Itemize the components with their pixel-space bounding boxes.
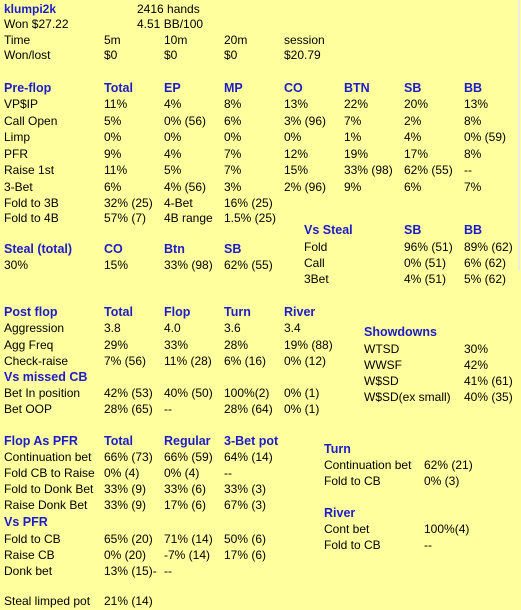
- wonlost-5m: $0: [104, 48, 118, 62]
- vs-missed-cb-row-0-col-1: 42% (53): [104, 386, 153, 400]
- vs-steal-header-1: SB: [404, 223, 422, 237]
- flop-pfr-row-2-col-2: 33% (6): [164, 482, 207, 496]
- preflop-header-0: Pre-flop: [4, 81, 52, 95]
- turn-row-1-value: 0% (3): [424, 474, 460, 488]
- preflop-row-5-col-0: 3-Bet: [4, 180, 33, 194]
- preflop-row-3-col-7: 8%: [464, 146, 482, 161]
- time-10m: 10m: [164, 33, 188, 47]
- preflop-row-0-col-2: 4%: [164, 97, 182, 111]
- flop-pfr-row-0-col-1: 66% (73): [104, 450, 153, 464]
- vs-steal-row-0-col-1: 96% (51): [404, 240, 453, 254]
- flop-pfr-header-3: 3-Bet pot: [224, 434, 279, 448]
- showdowns-row-3-value: 40% (35): [464, 390, 513, 404]
- steal-header-3: SB: [224, 242, 242, 256]
- flop-pfr-row-0-col-0: Continuation bet: [4, 450, 92, 464]
- steal-value-0: 30%: [4, 258, 29, 272]
- wonlost-label: Won/lost: [4, 48, 51, 62]
- won-amount: Won $27.22: [4, 17, 69, 31]
- steal-limped-label: Steal limped pot: [4, 594, 91, 608]
- time-session: session: [284, 33, 325, 47]
- flop-pfr-header-2: Regular: [164, 434, 211, 448]
- vs-pfr-row-0-col-1: 65% (20): [104, 532, 153, 546]
- vs-missed-cb-row-1-col-3: 28% (64): [224, 402, 273, 416]
- preflop-row-0-col-6: 20%: [404, 97, 429, 111]
- river-title: River: [324, 506, 356, 520]
- player-name: klumpi2k: [4, 2, 57, 16]
- preflop-row-3-col-2: 4%: [164, 146, 182, 161]
- preflop-row-3-col-0: PFR: [4, 146, 28, 161]
- flop-pfr-row-3-col-3: 67% (3): [224, 498, 267, 512]
- postflop-row-0-col-2: 4.0: [164, 321, 181, 335]
- vs-pfr-row-2-col-0: Donk bet: [4, 564, 53, 578]
- postflop-row-1-col-2: 33%: [164, 337, 189, 352]
- vs-pfr-row-1-col-0: Raise CB: [4, 548, 55, 562]
- preflop-row-2-col-4: 0%: [284, 130, 302, 145]
- preflop-row-2-col-1: 0%: [104, 130, 122, 145]
- steal-value-1: 15%: [104, 258, 129, 272]
- turn-row-1-label: Fold to CB: [324, 474, 381, 488]
- vs-missed-cb-row-0-col-4: 0% (1): [284, 386, 320, 400]
- right-border: [518, 0, 520, 270]
- postflop-row-1-col-1: 29%: [104, 337, 129, 352]
- postflop-header-0: Post flop: [4, 305, 58, 319]
- postflop-row-1-col-4: 19% (88): [284, 337, 333, 352]
- flop-pfr-header-1: Total: [104, 434, 133, 448]
- preflop-row-5-col-1: 6%: [104, 180, 122, 194]
- vs-missed-cb-row-1-col-2: --: [164, 402, 172, 416]
- preflop-header-2: EP: [164, 81, 181, 95]
- preflop-row-0-col-4: 13%: [284, 97, 309, 111]
- steal-value-3: 62% (55): [224, 258, 273, 272]
- postflop-row-2-col-4: 0% (12): [284, 354, 327, 368]
- vs-pfr-row-0-col-0: Fold to CB: [4, 532, 61, 546]
- preflop-row-1-col-1: 5%: [104, 113, 122, 128]
- preflop-row-1-col-0: Call Open: [4, 113, 58, 128]
- preflop-row-3-col-4: 12%: [284, 146, 309, 161]
- preflop-row-1-col-3: 6%: [224, 113, 242, 128]
- preflop-row-4-col-7: --: [464, 163, 472, 178]
- preflop-row-5-col-3: 3%: [224, 180, 242, 194]
- flop-pfr-row-3-col-1: 33% (9): [104, 498, 147, 512]
- preflop-row-1-col-2: 0% (56): [164, 113, 207, 128]
- preflop-row-4-col-3: 7%: [224, 163, 242, 178]
- four-bet-label: 4-Bet: [164, 196, 193, 210]
- vs-missed-cb-row-1-col-4: 0% (1): [284, 402, 320, 416]
- flop-pfr-header-0: Flop As PFR: [4, 434, 78, 448]
- vs-pfr-row-2-col-2: --: [164, 564, 172, 578]
- showdowns-row-2-value: 41% (61): [464, 374, 513, 388]
- preflop-row-4-col-4: 15%: [284, 163, 309, 178]
- vs-steal-row-1-col-0: Call: [304, 256, 325, 270]
- postflop-row-0-col-3: 3.6: [224, 321, 241, 335]
- flop-pfr-row-1-col-3: --: [224, 466, 232, 480]
- flop-pfr-row-1-col-0: Fold CB to Raise: [4, 466, 95, 480]
- turn-title: Turn: [324, 442, 351, 456]
- flop-pfr-row-3-col-2: 17% (6): [164, 498, 207, 512]
- vs-missed-cb-row-0-col-0: Bet In position: [4, 386, 81, 400]
- wonlost-session: $20.79: [284, 48, 321, 62]
- preflop-row-0-col-7: 13%: [464, 97, 489, 111]
- flop-pfr-row-1-col-2: 0% (4): [164, 466, 200, 480]
- preflop-row-3-col-5: 19%: [344, 146, 369, 161]
- showdowns-title: Showdowns: [364, 325, 437, 339]
- preflop-row-1-col-5: 7%: [344, 113, 362, 128]
- showdowns-row-0-value: 30%: [464, 342, 489, 356]
- postflop-row-0-col-4: 3.4: [284, 321, 301, 335]
- vs-steal-row-2-col-1: 4% (51): [404, 272, 447, 286]
- vs-steal-row-1-col-1: 0% (51): [404, 256, 447, 270]
- four-bet-value: 16% (25): [224, 196, 273, 210]
- flop-pfr-row-0-col-3: 64% (14): [224, 450, 273, 464]
- preflop-header-5: BTN: [344, 81, 370, 95]
- fold-to-3b-total: 32% (25): [104, 196, 153, 210]
- preflop-row-2-col-6: 4%: [404, 130, 422, 145]
- preflop-row-2-col-2: 0%: [164, 130, 182, 145]
- vs-pfr-row-1-col-2: -7% (14): [164, 548, 211, 562]
- vs-pfr-row-2-col-1: 13% (15)-: [104, 564, 157, 578]
- four-bet-range-value: 1.5% (25): [224, 211, 277, 225]
- vs-missed-cb-row-1-col-0: Bet OOP: [4, 402, 53, 416]
- steal-value-2: 33% (98): [164, 258, 213, 272]
- postflop-row-2-col-0: Check-raise: [4, 354, 69, 368]
- vs-steal-header-2: BB: [464, 223, 483, 237]
- preflop-row-2-col-3: 0%: [224, 130, 242, 145]
- preflop-row-4-col-0: Raise 1st: [4, 163, 55, 178]
- vs-steal-row-1-col-2: 6% (62): [464, 256, 507, 270]
- preflop-row-1-col-6: 2%: [404, 113, 422, 128]
- fold-to-4b-label: Fold to 4B: [4, 211, 59, 225]
- preflop-row-1-col-4: 3% (96): [284, 113, 327, 128]
- showdowns-row-0-label: WTSD: [364, 342, 400, 356]
- steal-header-1: CO: [104, 242, 123, 256]
- preflop-header-4: CO: [284, 81, 303, 95]
- preflop-row-3-col-1: 9%: [104, 146, 122, 161]
- postflop-row-0-col-1: 3.8: [104, 321, 121, 335]
- preflop-row-2-col-7: 0% (59): [464, 130, 507, 145]
- postflop-header-3: Turn: [224, 305, 251, 319]
- preflop-row-5-col-7: 7%: [464, 180, 482, 194]
- preflop-row-4-col-2: 5%: [164, 163, 182, 178]
- vs-pfr-row-1-col-3: 17% (6): [224, 548, 267, 562]
- fold-to-3b-label: Fold to 3B: [4, 196, 59, 210]
- preflop-row-4-col-1: 11%: [104, 163, 128, 178]
- showdowns-row-1-value: 42%: [464, 358, 489, 372]
- preflop-row-5-col-6: 6%: [404, 180, 422, 194]
- preflop-row-0-col-0: VP$IP: [4, 97, 39, 111]
- vs-missed-cb-row-0-col-2: 40% (50): [164, 386, 213, 400]
- showdowns-row-2-label: W$SD: [364, 374, 399, 388]
- preflop-row-0-col-3: 8%: [224, 97, 242, 111]
- preflop-row-2-col-0: Limp: [4, 130, 31, 145]
- time-20m: 20m: [224, 33, 248, 47]
- preflop-row-0-col-1: 11%: [104, 97, 128, 111]
- preflop-row-4-col-6: 62% (55): [404, 163, 453, 178]
- river-row-1-label: Fold to CB: [324, 538, 381, 552]
- preflop-header-3: MP: [224, 81, 243, 95]
- flop-pfr-row-2-col-0: Fold to Donk Bet: [4, 482, 94, 496]
- preflop-row-1-col-7: 8%: [464, 113, 482, 128]
- showdowns-row-1-label: WWSF: [364, 358, 402, 372]
- postflop-row-0-col-0: Aggression: [4, 321, 65, 335]
- vs-steal-row-0-col-0: Fold: [304, 240, 328, 254]
- vs-steal-row-2-col-2: 5% (62): [464, 272, 507, 286]
- preflop-header-6: SB: [404, 81, 422, 95]
- four-bet-range-label: 4B range: [164, 211, 213, 225]
- preflop-row-3-col-6: 17%: [404, 146, 429, 161]
- vs-pfr-title: Vs PFR: [4, 515, 48, 529]
- preflop-row-3-col-3: 7%: [224, 146, 242, 161]
- postflop-row-2-col-1: 7% (56): [104, 354, 147, 368]
- preflop-row-5-col-2: 4% (56): [164, 180, 207, 194]
- preflop-row-5-col-5: 9%: [344, 180, 362, 194]
- wonlost-20m: $0: [224, 48, 238, 62]
- vs-missed-cb-title: Vs missed CB: [4, 370, 88, 384]
- flop-pfr-row-1-col-1: 0% (4): [104, 466, 140, 480]
- showdowns-row-3-label: W$SD(ex small): [364, 390, 451, 404]
- turn-row-0-value: 62% (21): [424, 458, 473, 472]
- steal-limped-value: 21% (14): [104, 594, 153, 608]
- postflop-header-1: Total: [104, 305, 133, 319]
- postflop-row-2-col-2: 11% (28): [164, 354, 212, 368]
- time-5m: 5m: [104, 33, 121, 47]
- preflop-header-7: BB: [464, 81, 483, 95]
- steal-header-0: Steal (total): [4, 242, 73, 256]
- flop-pfr-row-3-col-0: Raise Donk Bet: [4, 498, 88, 512]
- steal-header-2: Btn: [164, 242, 185, 256]
- river-row-0-value: 100%(4): [424, 522, 470, 536]
- preflop-row-4-col-5: 33% (98): [344, 163, 393, 178]
- preflop-header-1: Total: [104, 81, 133, 95]
- time-label: Time: [4, 33, 31, 47]
- bb-per-100: 4.51 BB/100: [137, 17, 204, 31]
- preflop-row-2-col-5: 1%: [344, 130, 362, 145]
- preflop-row-0-col-5: 22%: [344, 97, 369, 111]
- postflop-header-4: River: [284, 305, 316, 319]
- vs-steal-row-2-col-0: 3Bet: [304, 272, 329, 286]
- flop-pfr-row-0-col-2: 66% (59): [164, 450, 213, 464]
- vs-missed-cb-row-0-col-3: 100%(2): [224, 386, 270, 400]
- river-row-1-value: --: [424, 538, 432, 552]
- postflop-header-2: Flop: [164, 305, 191, 319]
- wonlost-10m: $0: [164, 48, 178, 62]
- fold-to-4b-total: 57% (7): [104, 211, 147, 225]
- turn-row-0-label: Continuation bet: [324, 458, 412, 472]
- vs-steal-row-0-col-2: 89% (62): [464, 240, 513, 254]
- postflop-row-2-col-3: 6% (16): [224, 354, 267, 368]
- vs-steal-header-0: Vs Steal: [304, 223, 353, 237]
- postflop-row-1-col-0: Agg Freq: [4, 337, 54, 352]
- vs-pfr-row-0-col-2: 71% (14): [164, 532, 213, 546]
- vs-missed-cb-row-1-col-1: 28% (65): [104, 402, 153, 416]
- postflop-row-1-col-3: 28%: [224, 337, 249, 352]
- preflop-row-5-col-4: 2% (96): [284, 180, 327, 194]
- vs-pfr-row-1-col-1: 0% (20): [104, 548, 147, 562]
- vs-pfr-row-0-col-3: 50% (6): [224, 532, 267, 546]
- flop-pfr-row-2-col-3: 33% (3): [224, 482, 267, 496]
- hands-count: 2416 hands: [137, 2, 200, 16]
- flop-pfr-row-2-col-1: 33% (9): [104, 482, 147, 496]
- river-row-0-label: Cont bet: [324, 522, 370, 536]
